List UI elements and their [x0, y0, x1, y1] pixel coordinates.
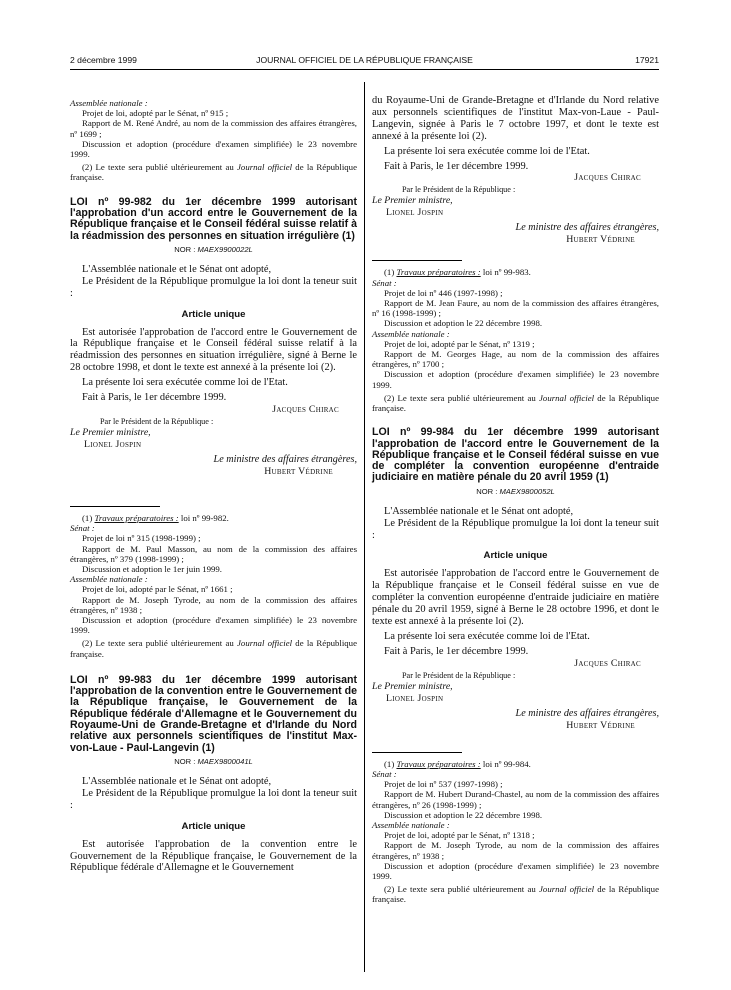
footnote-line: Discussion et adoption le 22 décembre 1998.: [384, 809, 543, 820]
footnote-line: Rapport de M. Jean Faure, au nom de la commission des affaires étrangères, nº 16 (1998-1999) ;: [372, 298, 659, 319]
footnote-line: Projet de loi nº 446 (1997-1998) ;: [384, 287, 503, 298]
promulgation-text: Le Président de la République promulgue la loi dont la teneur suit :: [70, 787, 357, 811]
article-text-continued: du Royaume-Uni de Grande-Bretagne et d'Irlande du Nord relative aux personnels scientifiques de l'institut Max-von-Laue - Paul-Langevin, signée à Paris le 7 octobre 1997, et dont le texte est annexé à la présente loi (2).: [372, 95, 659, 142]
footnote-line: Discussion et adoption le 1er juin 1999.: [82, 563, 222, 574]
footnote-separator: [372, 260, 462, 261]
footnote-2: (2) Le texte sera publié ultérieurement au Journal officiel de la République française.: [70, 638, 357, 659]
senat-label: Sénat :: [372, 277, 397, 288]
law-title: LOI nº 99-984 du 1er décembre 1999 autorisant l'approbation de l'accord entre le Gouvernement de la République française et le Conseil fédéral suisse en vue de compléter la convention européenne d'entraide judiciaire en matière pénale du 20 avril 1959 (1): [372, 426, 659, 484]
senat-label: Sénat :: [70, 523, 95, 534]
adoption-text: L'Assemblée nationale et le Sénat ont adopté,: [82, 263, 272, 275]
law-99-984: [372, 427, 659, 904]
header-date: 2 décembre 1999: [70, 55, 137, 65]
left-column: [70, 98, 357, 874]
assemblee-label: Assemblée nationale :: [70, 574, 148, 585]
page-header: [70, 55, 659, 70]
assemblee-label: Assemblée nationale :: [372, 820, 450, 831]
footnote-line: Rapport de M. René André, au nom de la commission des affaires étrangères, nº 1699 ;: [70, 118, 357, 139]
law-99-983-continued: [372, 95, 659, 413]
adoption-text: L'Assemblée nationale et le Sénat ont adopté,: [384, 505, 574, 517]
article-text: Est autorisée l'approbation de l'accord entre le Gouvernement de la République française et le Conseil fédéral suisse en vue de compléter la convention européenne d'entraide judiciaire en matière pénale du 20 avril 1959, signé à Berne le 28 octobre 1996, et dont le texte est annexé à la présente loi (2).: [372, 568, 659, 628]
par-le-president: Par le Président de la République :: [402, 670, 516, 680]
footnote-line: Rapport de M. Georges Hage, au nom de la commission des affaires étrangères, nº 1700 ;: [372, 349, 659, 370]
president-signature: Jacques Chirac: [574, 657, 641, 669]
footnote-line: Discussion et adoption (procédure d'examen simplifiée) le 23 novembre 1999.: [70, 138, 357, 160]
article-heading: Article unique: [181, 308, 246, 320]
law-99-982: [70, 197, 357, 659]
header-journal-title: JOURNAL OFFICIEL DE LA RÉPUBLIQUE FRANÇAISE: [256, 55, 473, 65]
footnote-line: Projet de loi, adopté par le Sénat, nº 1661 ;: [82, 584, 233, 595]
execution-text: La présente loi sera exécutée comme loi de l'Etat.: [384, 631, 590, 643]
execution-text: La présente loi sera exécutée comme loi de l'Etat.: [82, 377, 288, 389]
minister-name: Hubert Védrine: [566, 719, 635, 731]
footnote-2: (2) Le texte sera publié ultérieurement au Journal officiel de la République française.: [70, 162, 357, 183]
par-le-president: Par le Président de la République :: [402, 185, 516, 195]
minister-title: Le ministre des affaires étrangères,: [515, 222, 659, 234]
senat-label: Sénat :: [372, 769, 397, 780]
column-divider: [364, 82, 365, 972]
footnote-line: Projet de loi nº 315 (1998-1999) ;: [82, 533, 201, 544]
minister-name: Hubert Védrine: [566, 234, 635, 246]
pm-title: Le Premier ministre,: [70, 426, 151, 438]
article-text: Est autorisée l'approbation de la convention entre le Gouvernement de la République française, le Gouvernement de la République fédérale d'Allemagne et le Gouvernement: [70, 838, 357, 874]
footnote-1: (1) Travaux préparatoires : loi nº 99-982.: [82, 512, 229, 523]
footnote-line: Projet de loi, adopté par le Sénat, nº 915 ;: [82, 108, 229, 119]
promulgation-text: Le Président de la République promulgue la loi dont la teneur suit :: [70, 275, 357, 299]
footnote-1: (1) Travaux préparatoires : loi nº 99-983.: [384, 267, 531, 278]
par-le-president: Par le Président de la République :: [100, 416, 214, 426]
pm-title: Le Premier ministre,: [372, 195, 453, 207]
assemblee-label: Assemblée nationale :: [70, 98, 148, 108]
footnote-line: Projet de loi, adopté par le Sénat, nº 1318 ;: [384, 830, 535, 841]
president-signature: Jacques Chirac: [272, 403, 339, 415]
date-place: Fait à Paris, le 1er décembre 1999.: [384, 160, 529, 172]
footnote-line: Rapport de M. Hubert Durand-Chastel, au nom de la commission des affaires étrangères, nº 26 (1998-1999) ;: [372, 789, 659, 810]
footnote-line: Rapport de M. Joseph Tyrode, au nom de la commission des affaires étrangères, nº 1938 ;: [70, 594, 357, 615]
footnote-line: Discussion et adoption (procédure d'examen simplifiée) le 23 novembre 1999.: [372, 369, 659, 390]
pm-name: Lionel Jospin: [386, 207, 444, 219]
footnote-2: (2) Le texte sera publié ultérieurement au Journal officiel de la République française.: [372, 884, 659, 905]
previous-law-footnote-end: [70, 98, 357, 183]
footnote-line: Discussion et adoption le 22 décembre 1998.: [384, 318, 543, 329]
pm-title: Le Premier ministre,: [372, 680, 453, 692]
president-signature: Jacques Chirac: [574, 172, 641, 184]
promulgation-text: Le Président de la République promulgue la loi dont la teneur suit :: [372, 517, 659, 541]
header-page-number: 17921: [635, 55, 659, 65]
assemblee-label: Assemblée nationale :: [372, 328, 450, 339]
minister-title: Le ministre des affaires étrangères,: [213, 453, 357, 465]
date-place: Fait à Paris, le 1er décembre 1999.: [82, 392, 227, 404]
footnote-1: (1) Travaux préparatoires : loi nº 99-984.: [384, 758, 531, 769]
footnote-2: (2) Le texte sera publié ultérieurement au Journal officiel de la République française.: [372, 392, 659, 414]
minister-name: Hubert Védrine: [264, 465, 333, 477]
article-heading: Article unique: [181, 820, 246, 832]
nor-reference: NOR : MAEX9800041L: [174, 756, 253, 766]
footnote-line: Discussion et adoption (procédure d'examen simplifiée) le 23 novembre 1999.: [372, 860, 659, 882]
nor-reference: NOR : MAEX9900022L: [174, 244, 253, 254]
footnote-line: Projet de loi, adopté par le Sénat, nº 1319 ;: [384, 338, 535, 349]
execution-text: La présente loi sera exécutée comme loi de l'Etat.: [384, 145, 590, 157]
footnote-separator: [372, 752, 462, 753]
law-99-983: [70, 675, 357, 875]
footnote-separator: [70, 506, 160, 507]
footnote-line: Discussion et adoption (procédure d'examen simplifiée) le 23 novembre 1999.: [70, 615, 357, 636]
footnote-line: Projet de loi nº 537 (1997-1998) ;: [384, 779, 503, 790]
nor-reference: NOR : MAEX9800052L: [476, 486, 555, 496]
article-heading: Article unique: [483, 550, 548, 562]
law-title: LOI nº 99-983 du 1er décembre 1999 autorisant l'approbation de la convention entre le Gouvernement de la République française, le Gouvernement de la République fédérale d'Allemagne et le Gouvernement du Royaume-Uni de Grande-Bretagne et d'Irlande du Nord relative aux personnels scientifiques de l'institut Max-von-Laue - Paul-Langevin (1): [70, 673, 357, 754]
pm-name: Lionel Jospin: [386, 692, 444, 704]
date-place: Fait à Paris, le 1er décembre 1999.: [384, 645, 529, 657]
footnote-line: Rapport de M. Paul Masson, au nom de la commission des affaires étrangères, nº 379 (1998-1999) ;: [70, 543, 357, 564]
law-title: LOI nº 99-982 du 1er décembre 1999 autorisant l'approbation d'un accord entre le Gouvernement de la République française et le Conseil fédéral suisse relatif à la réadmission des personnes en situation irrégulière (1): [70, 195, 357, 242]
adoption-text: L'Assemblée nationale et le Sénat ont adopté,: [82, 775, 272, 787]
footnote-line: Rapport de M. Joseph Tyrode, au nom de la commission des affaires étrangères, nº 1938 ;: [372, 840, 659, 861]
right-column: [372, 95, 659, 905]
article-text: Est autorisée l'approbation de l'accord entre le Gouvernement de la République française et le Conseil fédéral suisse relatif à la réadmission des personnes en situation irrégulière, signé à Berne le 28 octobre 1998, et dont le texte est annexé à la présente loi (2).: [70, 326, 357, 374]
minister-title: Le ministre des affaires étrangères,: [515, 707, 659, 719]
pm-name: Lionel Jospin: [84, 438, 142, 450]
